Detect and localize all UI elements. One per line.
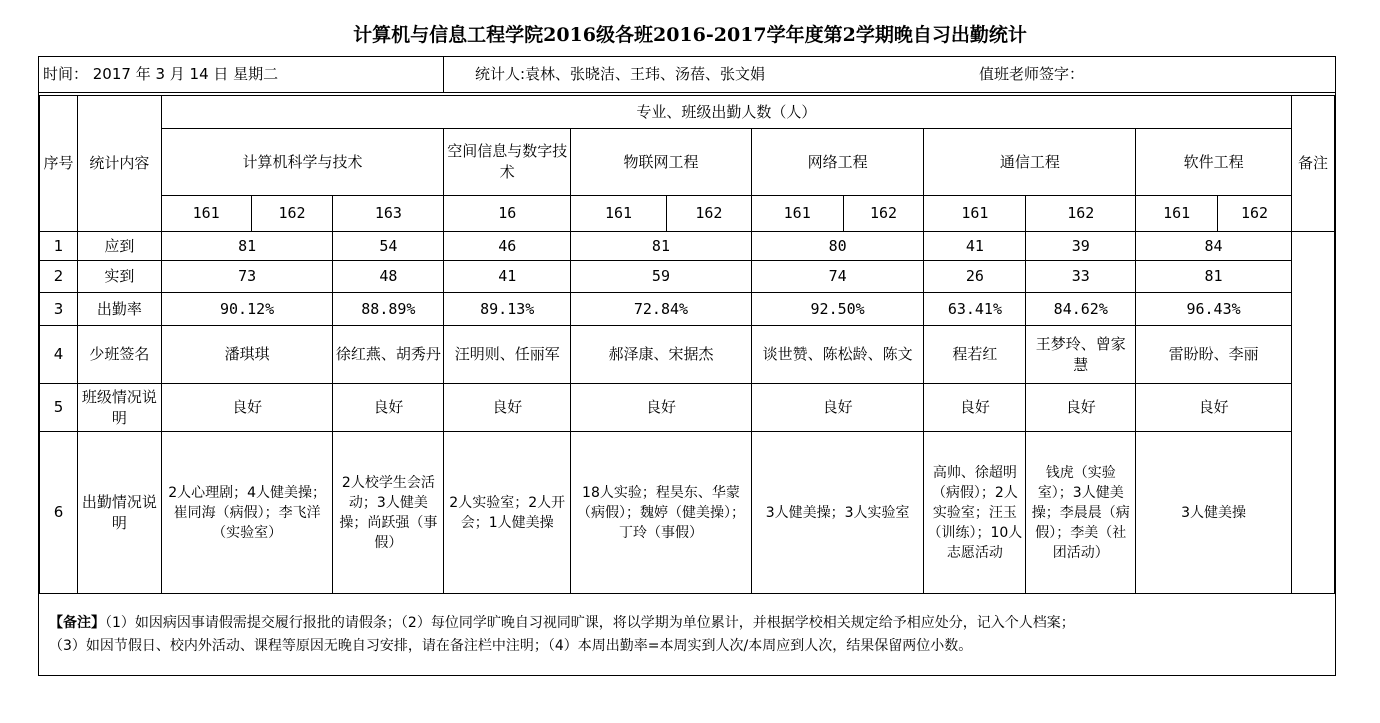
row-label: 应到 <box>77 232 161 261</box>
value-cell: 良好 <box>1026 384 1136 432</box>
teacher-sign-field: 值班老师签字： <box>979 65 1085 83</box>
value-cell: 良好 <box>751 384 924 432</box>
value-cell: 90.12% <box>161 293 333 326</box>
class-cell: 162 <box>666 196 751 232</box>
value-cell: 雷盼盼、李丽 <box>1136 326 1292 384</box>
page-title: 计算机与信息工程学院2016级各班2016-2017学年度第2学期晚自习出勤统计 <box>353 24 1027 46</box>
value-cell: 84 <box>1136 232 1292 261</box>
row-label: 少班签名 <box>77 326 161 384</box>
info-row <box>39 57 1335 93</box>
value-cell: 54 <box>333 232 444 261</box>
class-cell: 162 <box>843 196 924 232</box>
class-cell: 16 <box>444 196 571 232</box>
table-row <box>40 384 1335 432</box>
notes-text-1: （1）如因病因事请假需提交履行报批的请假条；（2）每位同学旷晚自习视同旷课，将以学期为单位累计，并根据学校相关规定给予相应处分，记入个人档案； <box>105 615 1075 631</box>
class-cell: 162 <box>1026 196 1136 232</box>
value-cell: 73 <box>161 261 333 293</box>
value-cell: 2人实验室；2人开会；1人健美操 <box>444 432 571 594</box>
value-cell: 63.41% <box>924 293 1026 326</box>
value-cell: 郝泽康、宋据杰 <box>571 326 752 384</box>
value-cell: 良好 <box>1136 384 1292 432</box>
value-cell: 高帅、徐超明（病假）；2人实验室；汪玉（训练）；10人志愿活动 <box>924 432 1026 594</box>
table-row <box>40 293 1335 326</box>
notes-section <box>49 612 1329 658</box>
table-row <box>40 261 1335 293</box>
stats-people-field: 统计人:袁林、张晓洁、王玮、汤蓓、张文娟 <box>475 65 766 83</box>
class-cell: 161 <box>161 196 251 232</box>
major-spatial: 空间信息与数字技术 <box>444 129 571 196</box>
value-cell: 96.43% <box>1136 293 1292 326</box>
class-cell: 163 <box>333 196 444 232</box>
table-row <box>40 232 1335 261</box>
class-cell: 161 <box>924 196 1026 232</box>
class-cell: 161 <box>571 196 667 232</box>
group-header: 专业、班级出勤人数（人） <box>161 96 1291 129</box>
value-cell: 谈世赞、陈松龄、陈文 <box>751 326 924 384</box>
value-cell: 84.62% <box>1026 293 1136 326</box>
major-software: 软件工程 <box>1136 129 1292 196</box>
date-field: 时间： 2017 年 3 月 14 日 星期二 <box>43 65 279 83</box>
value-cell: 18人实验；程昊东、华蒙（病假）；魏婷（健美操）；丁玲（事假） <box>571 432 752 594</box>
class-cell: 162 <box>251 196 333 232</box>
attendance-table <box>39 95 1335 594</box>
value-cell: 26 <box>924 261 1026 293</box>
value-cell: 2人心理剧；4人健美操；崔同海（病假）；李飞洋（实验室） <box>161 432 333 594</box>
major-comm: 通信工程 <box>924 129 1136 196</box>
value-cell: 3人健美操；3人实验室 <box>751 432 924 594</box>
major-cs: 计算机科学与技术 <box>161 129 444 196</box>
value-cell: 80 <box>751 232 924 261</box>
value-cell: 3人健美操 <box>1136 432 1292 594</box>
row-label: 班级情况说明 <box>77 384 161 432</box>
row-label: 出勤率 <box>77 293 161 326</box>
value-cell: 41 <box>444 261 571 293</box>
value-cell: 良好 <box>333 384 444 432</box>
value-cell: 2人校学生会活动；3人健美操；尚跃强（事假） <box>333 432 444 594</box>
value-cell: 48 <box>333 261 444 293</box>
info-divider <box>443 57 444 92</box>
value-cell: 潘琪琪 <box>161 326 333 384</box>
value-cell: 33 <box>1026 261 1136 293</box>
class-cell: 161 <box>751 196 843 232</box>
major-network: 网络工程 <box>751 129 924 196</box>
remark-cell <box>1291 232 1334 594</box>
row-number: 2 <box>40 261 78 293</box>
value-cell: 钱虎（实验室）；3人健美操；李晨晨（病假）；李美（社团活动） <box>1026 432 1136 594</box>
value-cell: 89.13% <box>444 293 571 326</box>
class-cell: 162 <box>1218 196 1292 232</box>
value-cell: 74 <box>751 261 924 293</box>
row-label: 出勤情况说明 <box>77 432 161 594</box>
notes-label: 【备注】 <box>49 615 105 631</box>
remark-header: 备注 <box>1291 96 1334 232</box>
value-cell: 72.84% <box>571 293 752 326</box>
notes-line-1 <box>49 612 1329 635</box>
value-cell: 良好 <box>161 384 333 432</box>
row-label: 实到 <box>77 261 161 293</box>
row-number: 1 <box>40 232 78 261</box>
seq-header: 序号 <box>40 96 78 232</box>
value-cell: 程若红 <box>924 326 1026 384</box>
content-header: 统计内容 <box>77 96 161 232</box>
value-cell: 良好 <box>924 384 1026 432</box>
value-cell: 46 <box>444 232 571 261</box>
table-row <box>40 326 1335 384</box>
value-cell: 良好 <box>444 384 571 432</box>
value-cell: 59 <box>571 261 752 293</box>
value-cell: 81 <box>1136 261 1292 293</box>
value-cell: 81 <box>571 232 752 261</box>
value-cell: 41 <box>924 232 1026 261</box>
value-cell: 92.50% <box>751 293 924 326</box>
notes-line-2: （3）如因节假日、校内外活动、课程等原因无晚自习安排，请在备注栏中注明；（4）本周出勤率=本周实到人次/本周应到人次，结果保留两位小数。 <box>49 638 973 654</box>
value-cell: 39 <box>1026 232 1136 261</box>
value-cell: 良好 <box>571 384 752 432</box>
row-number: 6 <box>40 432 78 594</box>
attendance-sheet <box>38 56 1336 676</box>
major-iot: 物联网工程 <box>571 129 752 196</box>
row-number: 3 <box>40 293 78 326</box>
row-number: 4 <box>40 326 78 384</box>
value-cell: 徐红燕、胡秀丹 <box>333 326 444 384</box>
value-cell: 汪明则、任丽军 <box>444 326 571 384</box>
table-row <box>40 432 1335 594</box>
value-cell: 88.89% <box>333 293 444 326</box>
value-cell: 王梦玲、曾家慧 <box>1026 326 1136 384</box>
value-cell: 81 <box>161 232 333 261</box>
class-cell: 161 <box>1136 196 1218 232</box>
row-number: 5 <box>40 384 78 432</box>
